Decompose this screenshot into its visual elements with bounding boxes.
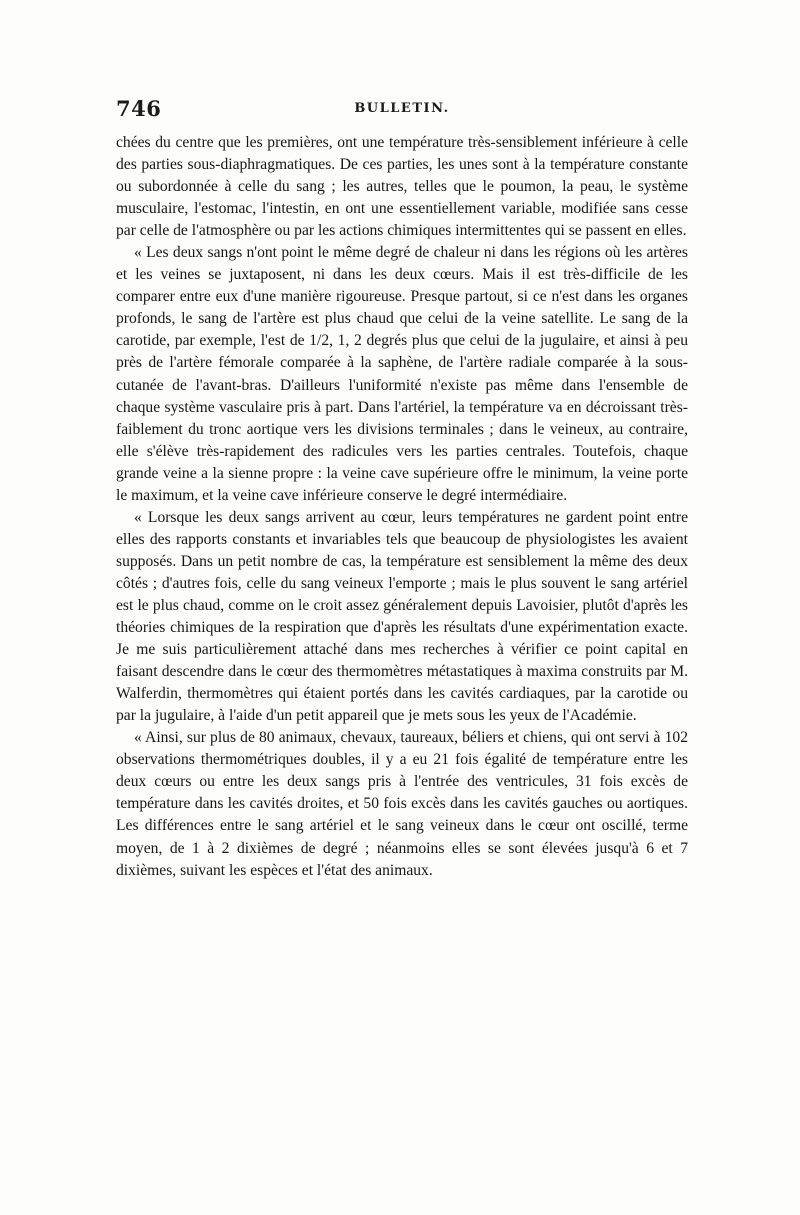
running-title: BULLETIN.: [354, 101, 450, 116]
page-number: 746: [116, 96, 162, 121]
paragraph: « Lorsque les deux sangs arrivent au cœur, leurs températures ne gardent point entre elles des rapports constants et invariables tels que beaucoup de physiologistes les avaient supposés. Dans un petit nombre de cas, la température est sensiblement la même des deux côtés ; d'autres fois, celle du sang veineux l'emporte ; mais le plus souvent le sang artériel est le plus chaud, comme on le croit assez généralement depuis Lavoisier, plutôt d'après les théories chimiques de la respiration que d'après les résultats d'une expérimentation exacte. Je me suis particulièrement attaché dans mes recherches à vérifier ce point capital en faisant descendre dans le cœur des thermomètres métastatiques à maxima construits par M. Walferdin, thermomètres qui étaient portés dans les cavités cardiaques, par la carotide ou par la jugulaire, à l'aide d'un petit appareil que je mets sous les yeux de l'Académie.: [116, 508, 688, 725]
paragraph: chées du centre que les premières, ont une température très-sensiblement inférieure à celle des parties sous-diaphragmatiques. De ces parties, les unes sont à la température constante ou subordonnée à celle du sang ; les autres, telles que le poumon, la peau, le système musculaire, l'estomac, l'intestin, en ont une essentiellement variable, modifiée sans cesse par celle de l'atmosphère ou par les actions chimiques intermittentes qui se passent en elles.: [116, 134, 688, 240]
paragraph: « Les deux sangs n'ont point le même degré de chaleur ni dans les régions où les artères et les veines se juxtaposent, ni dans les deux cœurs. Mais il est très-difficile de les comparer entre eux d'une manière rigoureuse. Presque partout, si ce n'est dans les organes profonds, le sang de l'artère est plus chaud que celui de la veine satellite. Le sang de la carotide, par exemple, l'est de 1/2, 1, 2 degrés plus que celui de la jugulaire, et ainsi à peu près de l'artère fémorale comparée à la saphène, de l'artère radiale comparée à la sous-cutanée de l'avant-bras. D'ailleurs l'uniformité n'existe pas même dans l'ensemble de chaque système vasculaire pris à part. Dans l'artériel, la température va en décroissant très-faiblement du tronc aortique vers les divisions terminales ; dans le veineux, au contraire, elle s'élève très-rapidement des radicules vers les parties centrales. Toutefois, chaque grande veine a la sienne propre : la veine cave supérieure offre le minimum, la veine porte le maximum, et la veine cave inférieure conserve le degré intermédiaire.: [116, 244, 688, 504]
body-text: [116, 132, 688, 882]
page-header: [116, 96, 688, 124]
paragraph: « Ainsi, sur plus de 80 animaux, chevaux, taureaux, béliers et chiens, qui ont servi à 102 observations thermométriques doubles, il y a eu 21 fois égalité de température entre les deux cœurs ou entre les deux sangs pris à l'entrée des ventricules, 31 fois excès de température dans les cavités droites, et 50 fois excès dans les cavités gauches ou aortiques. Les différences entre le sang artériel et le sang veineux dans le cœur ont oscillé, terme moyen, de 1 à 2 dixièmes de degré ; néanmoins elles se sont élevées jusqu'à 6 et 7 dixièmes, suivant les espèces et l'état des animaux.: [116, 729, 688, 879]
